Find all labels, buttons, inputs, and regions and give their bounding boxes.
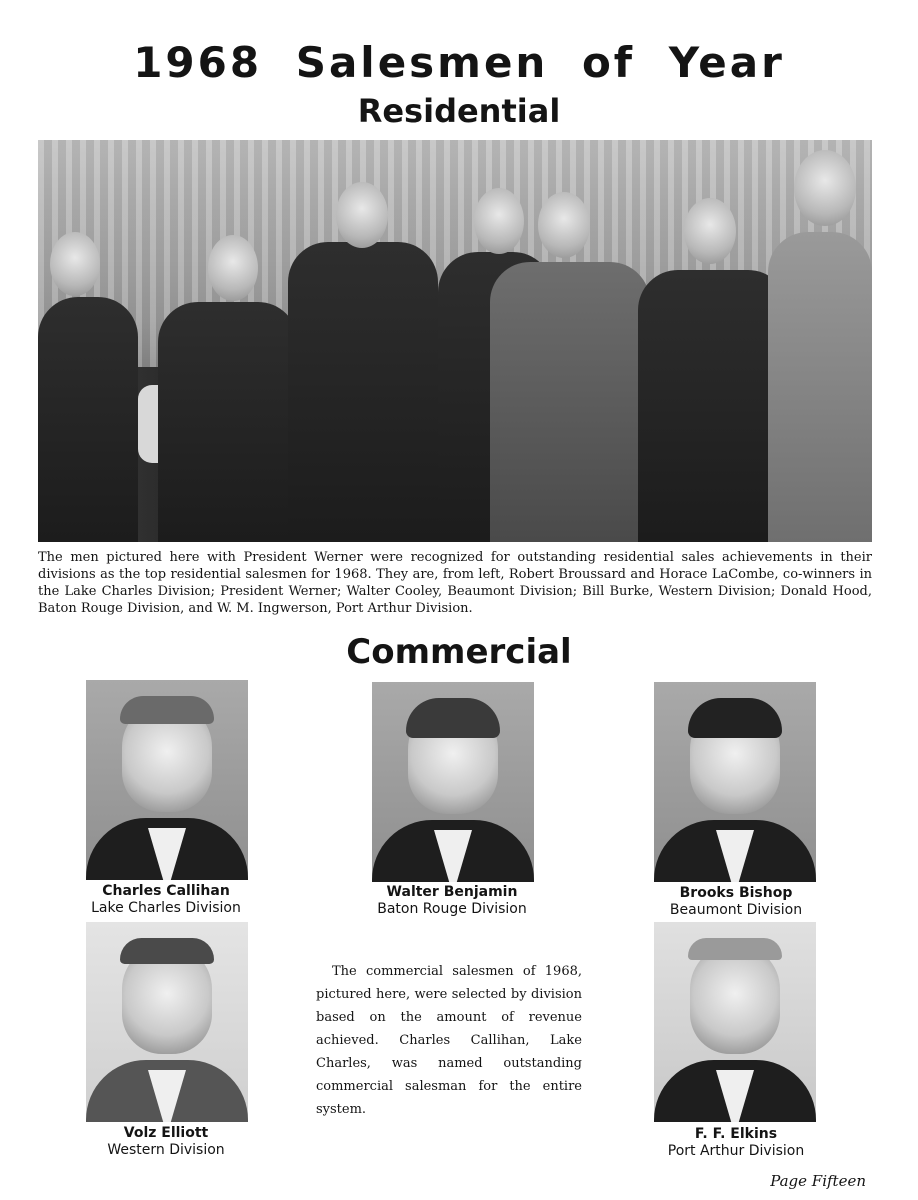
person-head xyxy=(684,198,736,264)
salesman-name: Charles Callihan xyxy=(102,883,230,899)
portrait-hair xyxy=(688,938,782,960)
salesman-caption xyxy=(46,883,286,917)
salesman-name: Brooks Bishop xyxy=(679,885,793,901)
person-head xyxy=(336,182,388,248)
residential-group-photo xyxy=(38,140,872,542)
portrait-hair xyxy=(688,698,782,738)
person-figure xyxy=(638,270,788,542)
page-number: Page Fifteen xyxy=(770,1172,866,1190)
person-figure xyxy=(768,232,872,542)
salesman-caption xyxy=(46,1125,286,1159)
portrait-ff-elkins xyxy=(654,922,816,1122)
salesman-division: Lake Charles Division xyxy=(91,900,241,916)
commercial-heading: Commercial xyxy=(346,632,572,672)
salesman-caption xyxy=(332,884,572,918)
commercial-description: The commercial salesmen of 1968, pictured here, were selected by division based on the amount of revenue achieved. Charles Callihan, Lake Charles, was named outstanding commercial salesman for the entire system. xyxy=(316,964,582,1117)
person-figure xyxy=(490,262,650,542)
residential-caption: The men pictured here with President Werner were recognized for outstanding residential sales achievements in their divisions as the top residential salesmen for 1968. They are, from left, Robert Broussard and Horace LaCombe, co-winners in the Lake Charles Division; President Werner; Walter Cooley, Beaumont Division; Bill Burke, Western Division; Donald Hood, Baton Rouge Division, and W. M. Ingwerson, Port Arthur Division. xyxy=(38,550,872,616)
person-head xyxy=(208,235,258,301)
portrait-walter-benjamin xyxy=(372,682,534,882)
portrait-hair xyxy=(406,698,500,738)
person-figure xyxy=(288,242,438,542)
person-head xyxy=(538,192,590,258)
salesman-division: Port Arthur Division xyxy=(667,1143,805,1159)
person-figure xyxy=(38,297,138,542)
portrait-charles-callihan xyxy=(86,680,248,880)
salesman-division: Baton Rouge Division xyxy=(377,901,527,917)
page-title: 1968 Salesmen of Year xyxy=(133,38,785,87)
portrait-hair xyxy=(120,938,214,964)
salesman-division: Beaumont Division xyxy=(669,902,803,918)
person-head xyxy=(794,150,856,226)
person-figure xyxy=(158,302,298,542)
salesman-caption xyxy=(616,1126,856,1160)
salesman-caption xyxy=(616,885,856,919)
person-head xyxy=(474,188,524,254)
residential-heading: Residential xyxy=(357,92,561,130)
portrait-brooks-bishop xyxy=(654,682,816,882)
person-head xyxy=(50,232,100,296)
salesman-name: F. F. Elkins xyxy=(694,1126,778,1142)
salesman-name: Volz Elliott xyxy=(123,1125,209,1141)
portrait-volz-elliott xyxy=(86,922,248,1122)
portrait-head xyxy=(690,944,780,1054)
salesman-division: Western Division xyxy=(107,1142,225,1158)
salesman-name: Walter Benjamin xyxy=(386,884,518,900)
portrait-hair xyxy=(120,696,214,724)
